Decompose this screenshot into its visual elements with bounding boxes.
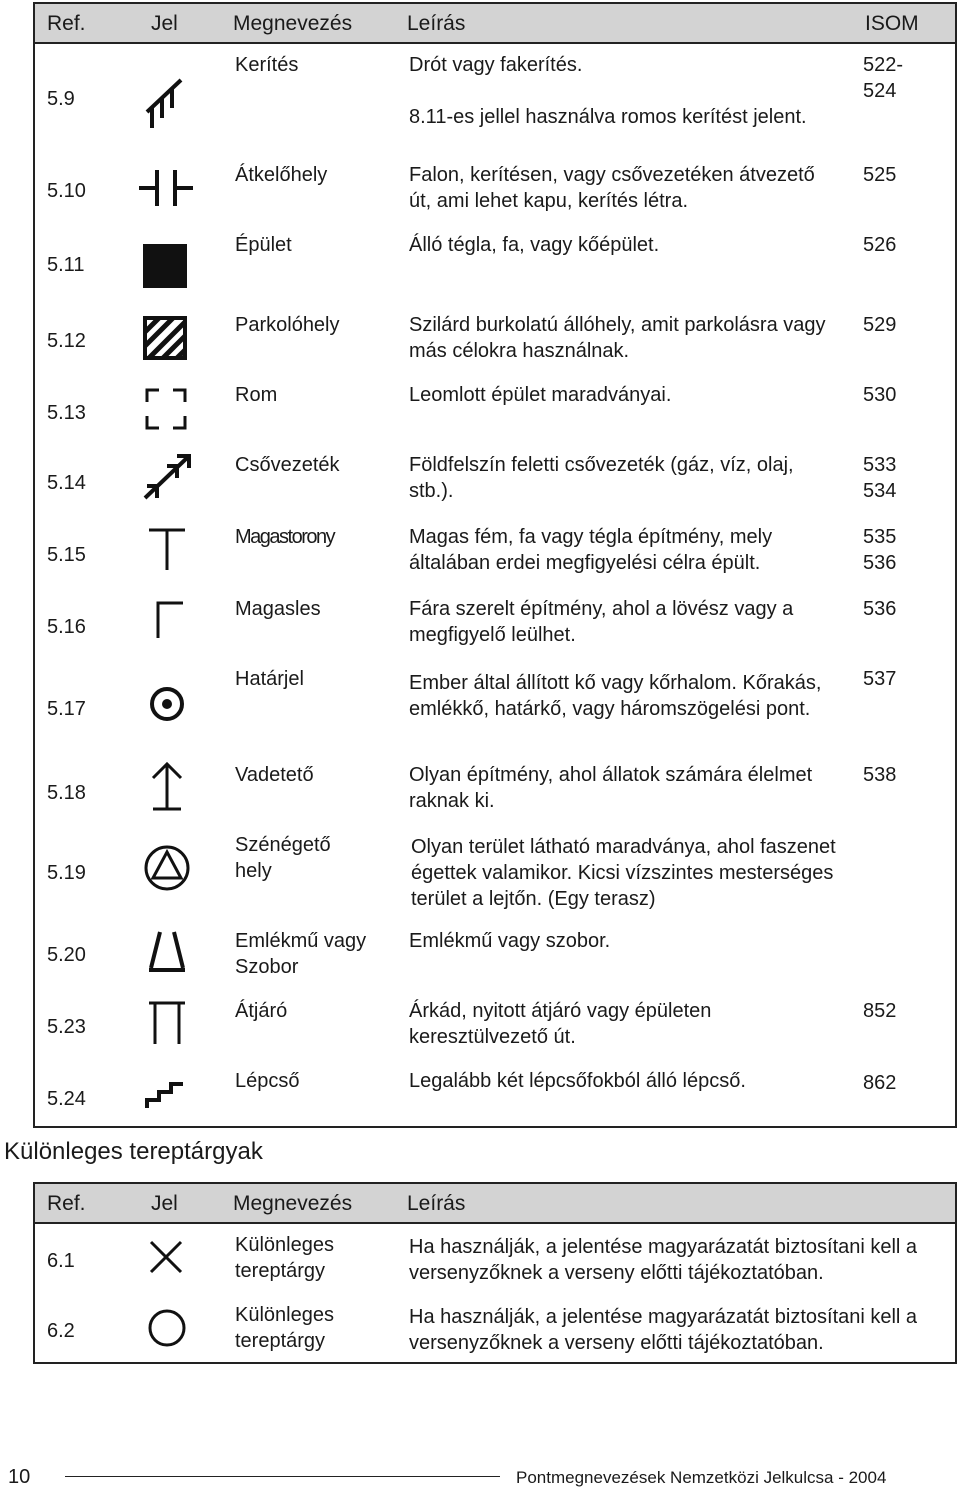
row-ref: 5.13 bbox=[47, 402, 86, 424]
row-name: Csővezeték bbox=[235, 454, 340, 476]
row-ref: 5.18 bbox=[47, 782, 86, 804]
row-name: Magastorony bbox=[235, 526, 335, 548]
row-name: Vadetető bbox=[235, 764, 314, 786]
charcoal-burning-ground-icon bbox=[143, 844, 191, 892]
row-name: Lépcső bbox=[235, 1070, 300, 1092]
row-ref: 5.17 bbox=[47, 698, 86, 720]
row-ref: 5.23 bbox=[47, 1016, 86, 1038]
pipeline-icon bbox=[143, 452, 193, 502]
cross-icon bbox=[149, 1240, 183, 1274]
row-name: Különleges tereptárgy bbox=[235, 1304, 334, 1352]
row-isom: 852 bbox=[863, 1000, 897, 1022]
row-description: Fára szerelt építmény, ahol a lövész vagy a megfigyelő leülhet. bbox=[409, 598, 794, 646]
row-description: Árkád, nyitott átjáró vagy épületen keresztülvezető út. bbox=[409, 1000, 712, 1048]
row-description: Magas fém, fa vagy tégla építmény, mely általában erdei megfigyelési célra épült. bbox=[409, 526, 773, 574]
header-megnevezes: Megnevezés bbox=[233, 1192, 353, 1215]
row-isom: 535 536 bbox=[863, 526, 897, 574]
row-name: Magasles bbox=[235, 598, 321, 620]
row-name: Átjáró bbox=[235, 1000, 288, 1022]
row-description: Álló tégla, fa, vagy kőépület. bbox=[409, 234, 660, 256]
row-isom: 526 bbox=[863, 234, 897, 256]
header-leiras: Leírás bbox=[407, 12, 466, 35]
row-description: Olyan építmény, ahol állatok számára élelmet raknak ki. bbox=[409, 764, 813, 812]
row-isom: 536 bbox=[863, 598, 897, 620]
row-ref: 5.20 bbox=[47, 944, 86, 966]
header-jel: Jel bbox=[151, 12, 178, 35]
paved-area-icon bbox=[143, 316, 187, 360]
row-description: Emlékmű vagy szobor. bbox=[409, 930, 611, 952]
row-ref: 5.10 bbox=[47, 180, 86, 202]
row-description: Szilárd burkolatú állóhely, amit parkolásra vagy más célokra használnak. bbox=[409, 314, 826, 362]
table-header bbox=[35, 4, 955, 44]
row-name: Határjel bbox=[235, 668, 304, 690]
row-name: Emlékmű vagy Szobor bbox=[235, 930, 367, 978]
row-isom: 530 bbox=[863, 384, 897, 406]
section-title: Különleges tereptárgyak bbox=[4, 1138, 263, 1165]
row-description: Leomlott épület maradványai. bbox=[409, 384, 672, 406]
row-ref: 5.9 bbox=[47, 88, 75, 110]
row-description: Legalább két lépcsőfokból álló lépcső. bbox=[409, 1070, 746, 1092]
header-isom: ISOM bbox=[865, 12, 919, 35]
row-description: Drót vagy fakerítés. 8.11-es jellel használva romos kerítést jelent. bbox=[409, 54, 807, 128]
row-isom: 538 bbox=[863, 764, 897, 786]
header-jel: Jel bbox=[151, 1192, 178, 1215]
footer-title: Pontmegnevezések Nemzetközi Jelkulcsa - 2004 bbox=[516, 1468, 887, 1487]
special-features-table bbox=[33, 1182, 957, 1364]
row-ref: 5.12 bbox=[47, 330, 86, 352]
passage-icon bbox=[147, 1000, 187, 1046]
row-name: Kerítés bbox=[235, 54, 299, 76]
row-ref: 5.19 bbox=[47, 862, 86, 884]
row-name: Különleges tereptárgy bbox=[235, 1234, 334, 1282]
row-ref: 5.15 bbox=[47, 544, 86, 566]
row-description: Falon, kerítésen, vagy csővezetéken átvezető út, ami lehet kapu, kerítés létra. bbox=[409, 164, 815, 212]
header-ref: Ref. bbox=[47, 1192, 86, 1215]
fodder-rack-icon bbox=[147, 760, 187, 814]
tower-icon bbox=[147, 528, 187, 572]
table-header bbox=[35, 1184, 955, 1224]
crossing-point-icon bbox=[139, 168, 193, 208]
footer-rule bbox=[65, 1476, 500, 1477]
header-ref: Ref. bbox=[47, 12, 86, 35]
row-isom: 525 bbox=[863, 164, 897, 186]
features-table bbox=[33, 2, 957, 1128]
row-description: Ha használják, a jelentése magyarázatát biztosítani kell a versenyzőknek a verseny előtti tájékoztatóban. bbox=[409, 1236, 918, 1284]
row-isom: 522- 524 bbox=[863, 54, 904, 102]
header-megnevezes: Megnevezés bbox=[233, 12, 353, 35]
row-description: Ember által állított kő vagy kőrhalom. Kőrakás, emlékkő, határkő, vagy háromszögelési pont. bbox=[409, 672, 822, 720]
page-number: 10 bbox=[8, 1466, 31, 1488]
row-description: Földfelszín feletti csővezeték (gáz, víz, olaj, stb.). bbox=[409, 454, 794, 502]
row-ref: 5.16 bbox=[47, 616, 86, 638]
row-ref: 5.24 bbox=[47, 1088, 86, 1110]
fence-icon bbox=[143, 76, 193, 136]
boundary-stone-icon bbox=[147, 684, 187, 724]
ruin-icon bbox=[145, 388, 187, 430]
row-ref: 6.1 bbox=[47, 1250, 75, 1272]
row-isom: 862 bbox=[863, 1072, 897, 1094]
shooting-platform-icon bbox=[155, 600, 185, 640]
monument-icon bbox=[147, 928, 187, 974]
building-icon bbox=[143, 244, 187, 288]
row-name: Szénégető hely bbox=[235, 834, 331, 882]
row-name: Átkelőhely bbox=[235, 164, 328, 186]
stairway-icon bbox=[143, 1072, 189, 1112]
row-isom: 537 bbox=[863, 668, 897, 690]
row-name: Parkolóhely bbox=[235, 314, 340, 336]
row-ref: 6.2 bbox=[47, 1320, 75, 1342]
row-name: Épület bbox=[235, 234, 292, 256]
circle-icon bbox=[147, 1308, 187, 1348]
row-ref: 5.11 bbox=[47, 254, 85, 276]
row-isom: 533 534 bbox=[863, 454, 897, 502]
row-isom: 529 bbox=[863, 314, 897, 336]
row-description: Ha használják, a jelentése magyarázatát biztosítani kell a versenyzőknek a verseny előtti tájékoztatóban. bbox=[409, 1306, 918, 1354]
header-leiras: Leírás bbox=[407, 1192, 466, 1215]
row-name: Rom bbox=[235, 384, 278, 406]
row-description: Olyan terület látható maradványa, ahol faszenet égettek valamikor. Kicsi vízszintes mesterséges terület a lejtőn. (Egy terasz) bbox=[411, 836, 836, 910]
row-ref: 5.14 bbox=[47, 472, 86, 494]
